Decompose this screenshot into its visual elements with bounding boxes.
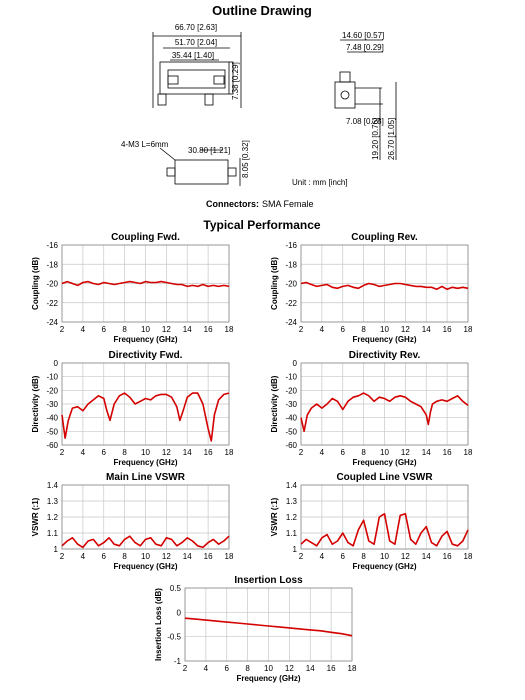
- y-tick-label: -20: [46, 386, 58, 396]
- coupling-fwd-chart: [31, 232, 234, 344]
- chart-title: Main Line VSWR: [106, 472, 185, 483]
- top-view-body: [160, 62, 233, 94]
- side-view-port: [341, 91, 349, 99]
- x-tick-label: 18: [224, 325, 234, 334]
- y-axis-label: Coupling (dB): [31, 257, 40, 310]
- x-tick-label: 18: [347, 664, 357, 673]
- y-tick-label: 1.2: [285, 513, 297, 522]
- x-axis-label: Frequency (GHz): [113, 562, 178, 571]
- dim-label: 7.48 [0.29]: [346, 43, 384, 52]
- y-tick-label: -40: [285, 413, 297, 423]
- y-axis-label: VSWR (:1): [270, 497, 279, 537]
- x-tick-label: 8: [122, 552, 127, 561]
- x-axis-label: Frequency (GHz): [352, 335, 417, 344]
- y-tick-label: 1.4: [285, 481, 297, 490]
- y-tick-label: -22: [285, 298, 297, 308]
- chart-title: Coupled Line VSWR: [336, 472, 433, 483]
- y-tick-label: -18: [46, 260, 58, 270]
- chart-title: Insertion Loss: [234, 575, 303, 586]
- connector-right: [205, 94, 213, 105]
- x-tick-label: 18: [224, 552, 234, 561]
- y-tick-label: -20: [46, 279, 58, 289]
- x-axis-label: Frequency (GHz): [236, 674, 301, 683]
- y-tick-label: 1.3: [46, 497, 58, 506]
- connectors-label: Connectors:: [205, 199, 259, 209]
- top-view-inner: [168, 70, 225, 88]
- x-tick-label: 18: [463, 448, 473, 457]
- x-tick-label: 8: [245, 664, 250, 673]
- outline-title: Outline Drawing: [212, 3, 312, 18]
- y-tick-label: -50: [285, 427, 297, 437]
- x-tick-label: 12: [284, 664, 294, 673]
- x-tick-label: 2: [298, 552, 304, 561]
- dim-label: 14.60 [0.57]: [342, 31, 385, 40]
- x-tick-label: 18: [224, 448, 234, 457]
- y-axis-label: Directivity (dB): [270, 375, 279, 433]
- dim-label: 51.70 [2.04]: [174, 38, 218, 47]
- y-tick-label: -10: [285, 372, 297, 382]
- x-tick-label: 14: [421, 552, 431, 561]
- dim-label: 7.08 [0.28]: [346, 117, 384, 126]
- insertion-loss-chart: [154, 575, 357, 683]
- x-tick-label: 8: [361, 552, 366, 561]
- x-tick-label: 4: [319, 448, 325, 457]
- y-tick-label: 0: [176, 608, 181, 618]
- x-axis-label: Frequency (GHz): [352, 458, 417, 467]
- x-tick-label: 10: [141, 325, 150, 334]
- y-tick-label: -20: [285, 386, 297, 396]
- x-axis-label: Frequency (GHz): [113, 458, 178, 467]
- y-tick-label: -16: [285, 241, 297, 250]
- x-tick-label: 12: [161, 325, 171, 334]
- y-axis-label: Insertion Loss (dB): [154, 588, 163, 661]
- x-tick-label: 4: [319, 552, 325, 561]
- y-tick-label: -24: [285, 318, 297, 327]
- chart-title: Directivity Rev.: [348, 350, 421, 361]
- dim-label: 19.20 [0.76]: [371, 117, 380, 160]
- y-tick-label: -40: [46, 413, 58, 423]
- x-tick-label: 12: [161, 552, 171, 561]
- coupling-rev-chart: [270, 232, 473, 344]
- x-tick-label: 4: [319, 325, 325, 334]
- connector-top-left: [168, 76, 178, 84]
- x-tick-label: 12: [400, 448, 410, 457]
- chart-title: Coupling Rev.: [351, 232, 418, 243]
- x-tick-label: 16: [442, 448, 452, 457]
- x-tick-label: 10: [380, 552, 389, 561]
- y-tick-label: 0: [53, 359, 58, 368]
- x-tick-label: 14: [182, 448, 192, 457]
- y-tick-label: 1: [292, 545, 297, 554]
- chart-title: Coupling Fwd.: [111, 232, 180, 243]
- directivity-rev-chart: [270, 350, 473, 467]
- x-tick-label: 8: [122, 448, 127, 457]
- x-tick-label: 14: [421, 325, 431, 334]
- directivity-fwd-chart: [31, 350, 234, 467]
- charts-container: [31, 232, 473, 683]
- dim-label: 30.80 [1.21]: [188, 146, 231, 155]
- x-tick-label: 14: [182, 552, 192, 561]
- x-tick-label: 6: [224, 664, 229, 673]
- x-tick-label: 14: [421, 448, 431, 457]
- screw-label: 4-M3 L=6mm: [121, 140, 169, 149]
- x-tick-label: 16: [442, 325, 452, 334]
- x-tick-label: 6: [101, 552, 106, 561]
- y-tick-label: 1.4: [46, 481, 58, 490]
- x-tick-label: 2: [59, 448, 65, 457]
- y-tick-label: -60: [285, 441, 297, 450]
- x-tick-label: 8: [361, 448, 366, 457]
- y-tick-label: -10: [46, 372, 58, 382]
- y-axis-label: Coupling (dB): [270, 257, 279, 310]
- y-tick-label: 1.1: [46, 529, 58, 538]
- x-tick-label: 12: [400, 552, 410, 561]
- x-tick-label: 10: [141, 448, 150, 457]
- y-tick-label: 0: [292, 359, 297, 368]
- y-tick-label: 1: [53, 545, 58, 554]
- x-tick-label: 10: [141, 552, 150, 561]
- leader-line: [160, 148, 175, 160]
- y-tick-label: 0.5: [169, 584, 181, 593]
- y-tick-label: -50: [46, 427, 58, 437]
- bottom-connector-right: [228, 168, 236, 176]
- y-tick-label: -20: [285, 279, 297, 289]
- x-tick-label: 10: [380, 448, 389, 457]
- x-tick-label: 16: [203, 448, 213, 457]
- x-tick-label: 16: [326, 664, 336, 673]
- x-tick-label: 16: [203, 325, 213, 334]
- x-tick-label: 4: [80, 448, 86, 457]
- x-tick-label: 6: [340, 552, 345, 561]
- x-tick-label: 4: [80, 552, 86, 561]
- x-axis-label: Frequency (GHz): [352, 562, 417, 571]
- y-tick-label: -16: [46, 241, 58, 250]
- x-tick-label: 2: [298, 448, 304, 457]
- y-axis-label: VSWR (:1): [31, 497, 40, 537]
- x-tick-label: 6: [340, 325, 345, 334]
- y-tick-label: 1.2: [46, 513, 58, 522]
- dim-label: 8.05 [0.32]: [241, 140, 250, 178]
- x-tick-label: 2: [298, 325, 304, 334]
- x-tick-label: 6: [101, 325, 106, 334]
- x-tick-label: 2: [59, 325, 65, 334]
- dim-label: 35.44 [1.40]: [171, 51, 215, 60]
- connector-left: [158, 94, 166, 105]
- x-tick-label: 16: [442, 552, 452, 561]
- x-tick-label: 6: [101, 448, 106, 457]
- x-tick-label: 12: [400, 325, 410, 334]
- coupled-line-vswr-chart: [270, 472, 473, 571]
- connectors-value: SMA Female: [262, 199, 314, 209]
- x-tick-label: 6: [340, 448, 345, 457]
- dim-label: 7.38 [0.29]: [231, 62, 240, 100]
- main-line-vswr-chart: [31, 472, 234, 571]
- x-tick-label: 18: [463, 325, 473, 334]
- y-axis-label: Directivity (dB): [31, 375, 40, 433]
- x-tick-label: 14: [305, 664, 315, 673]
- x-tick-label: 12: [161, 448, 171, 457]
- x-axis-label: Frequency (GHz): [113, 335, 178, 344]
- x-tick-label: 16: [203, 552, 213, 561]
- side-view-body: [335, 82, 355, 108]
- y-tick-label: 1.3: [285, 497, 297, 506]
- y-tick-label: -24: [46, 318, 58, 327]
- x-tick-label: 14: [182, 325, 192, 334]
- performance-title: Typical Performance: [203, 218, 321, 232]
- y-tick-label: 1.1: [285, 529, 297, 538]
- y-tick-label: -30: [46, 400, 58, 409]
- dim-label: 66.70 [2.63]: [174, 23, 218, 32]
- y-tick-label: -60: [46, 441, 58, 450]
- x-tick-label: 10: [380, 325, 389, 334]
- x-tick-label: 2: [59, 552, 65, 561]
- y-tick-label: -22: [46, 298, 58, 308]
- bottom-connector-left: [167, 168, 175, 176]
- y-tick-label: -1: [173, 657, 181, 666]
- unit-label: Unit : mm [inch]: [292, 178, 348, 187]
- x-tick-label: 4: [203, 664, 209, 673]
- y-tick-label: -18: [285, 260, 297, 270]
- x-tick-label: 4: [80, 325, 86, 334]
- y-tick-label: -0.5: [167, 632, 181, 642]
- side-view-connector: [340, 72, 350, 82]
- x-tick-label: 8: [122, 325, 127, 334]
- chart-title: Directivity Fwd.: [108, 350, 183, 361]
- dim-label: 26.70 [1.05]: [387, 117, 396, 160]
- connector-top-right: [214, 76, 224, 84]
- x-tick-label: 2: [182, 664, 188, 673]
- y-tick-label: -30: [285, 400, 297, 409]
- x-tick-label: 18: [463, 552, 473, 561]
- bottom-view-body: [175, 160, 228, 184]
- x-tick-label: 10: [264, 664, 273, 673]
- x-tick-label: 8: [361, 325, 366, 334]
